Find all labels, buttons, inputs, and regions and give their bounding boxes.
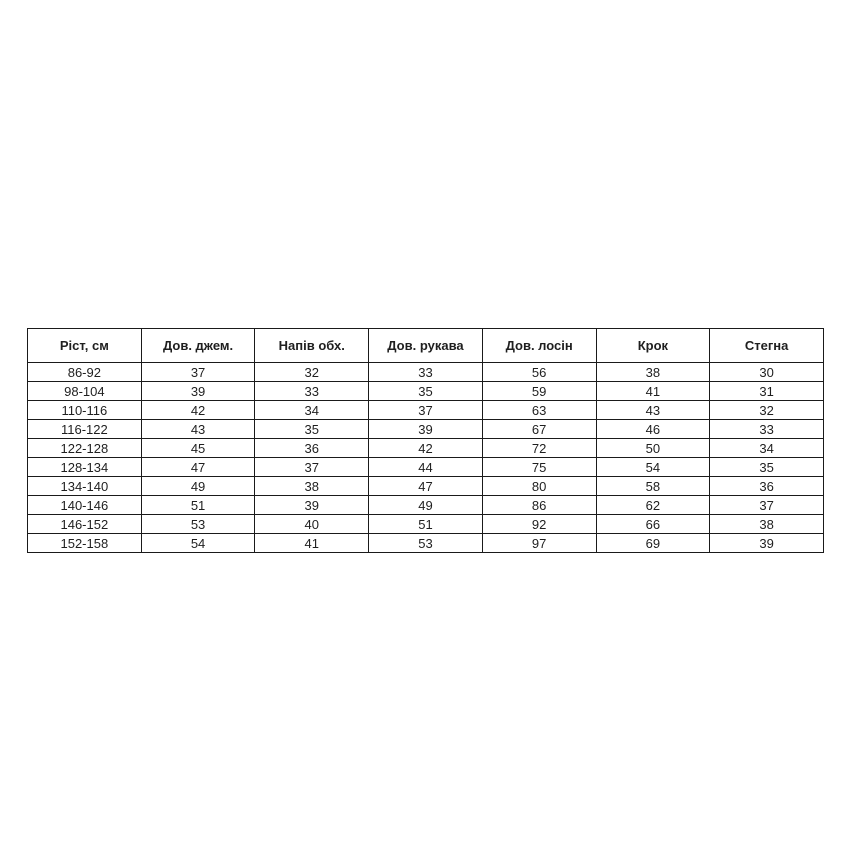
measurement-cell: 66 [596, 515, 710, 534]
measurement-cell: 63 [482, 401, 596, 420]
table-row [28, 420, 824, 439]
measurement-cell: 72 [482, 439, 596, 458]
table-row [28, 382, 824, 401]
measurement-cell: 33 [369, 363, 483, 382]
row-height-range-cell: 98-104 [28, 382, 142, 401]
measurement-cell: 67 [482, 420, 596, 439]
measurement-cell: 49 [141, 477, 255, 496]
size-chart-header [28, 329, 824, 363]
measurement-cell: 38 [596, 363, 710, 382]
measurement-cell: 51 [369, 515, 483, 534]
table-row [28, 534, 824, 553]
measurement-cell: 50 [596, 439, 710, 458]
measurement-cell: 32 [710, 401, 824, 420]
table-row [28, 363, 824, 382]
measurement-cell: 43 [596, 401, 710, 420]
measurement-cell: 41 [255, 534, 369, 553]
size-chart-table [27, 328, 824, 553]
measurement-cell: 33 [255, 382, 369, 401]
measurement-cell: 41 [596, 382, 710, 401]
measurement-cell: 47 [141, 458, 255, 477]
measurement-cell: 35 [710, 458, 824, 477]
measurement-cell: 39 [710, 534, 824, 553]
column-header: Ріст, см [28, 329, 142, 363]
measurement-cell: 33 [710, 420, 824, 439]
measurement-cell: 32 [255, 363, 369, 382]
measurement-cell: 47 [369, 477, 483, 496]
measurement-cell: 34 [710, 439, 824, 458]
measurement-cell: 36 [255, 439, 369, 458]
column-header: Напів обх. [255, 329, 369, 363]
measurement-cell: 59 [482, 382, 596, 401]
row-height-range-cell: 86-92 [28, 363, 142, 382]
column-header: Дов. джем. [141, 329, 255, 363]
measurement-cell: 31 [710, 382, 824, 401]
row-height-range-cell: 140-146 [28, 496, 142, 515]
table-row [28, 496, 824, 515]
column-header: Крок [596, 329, 710, 363]
table-row [28, 401, 824, 420]
size-chart-body [28, 363, 824, 553]
measurement-cell: 36 [710, 477, 824, 496]
row-height-range-cell: 134-140 [28, 477, 142, 496]
measurement-cell: 42 [141, 401, 255, 420]
measurement-cell: 80 [482, 477, 596, 496]
measurement-cell: 53 [141, 515, 255, 534]
measurement-cell: 46 [596, 420, 710, 439]
measurement-cell: 43 [141, 420, 255, 439]
measurement-cell: 42 [369, 439, 483, 458]
column-header: Дов. рукава [369, 329, 483, 363]
measurement-cell: 62 [596, 496, 710, 515]
measurement-cell: 37 [710, 496, 824, 515]
row-height-range-cell: 152-158 [28, 534, 142, 553]
table-row [28, 477, 824, 496]
measurement-cell: 53 [369, 534, 483, 553]
table-row [28, 515, 824, 534]
row-height-range-cell: 116-122 [28, 420, 142, 439]
measurement-cell: 86 [482, 496, 596, 515]
row-height-range-cell: 110-116 [28, 401, 142, 420]
measurement-cell: 54 [596, 458, 710, 477]
measurement-cell: 92 [482, 515, 596, 534]
measurement-cell: 40 [255, 515, 369, 534]
row-height-range-cell: 122-128 [28, 439, 142, 458]
measurement-cell: 35 [369, 382, 483, 401]
measurement-cell: 69 [596, 534, 710, 553]
measurement-cell: 97 [482, 534, 596, 553]
table-row [28, 439, 824, 458]
measurement-cell: 39 [255, 496, 369, 515]
measurement-cell: 58 [596, 477, 710, 496]
measurement-cell: 75 [482, 458, 596, 477]
measurement-cell: 34 [255, 401, 369, 420]
measurement-cell: 30 [710, 363, 824, 382]
measurement-cell: 37 [255, 458, 369, 477]
table-row [28, 458, 824, 477]
measurement-cell: 54 [141, 534, 255, 553]
measurement-cell: 44 [369, 458, 483, 477]
measurement-cell: 35 [255, 420, 369, 439]
measurement-cell: 37 [369, 401, 483, 420]
column-header: Стегна [710, 329, 824, 363]
measurement-cell: 38 [710, 515, 824, 534]
measurement-cell: 38 [255, 477, 369, 496]
row-height-range-cell: 146-152 [28, 515, 142, 534]
row-height-range-cell: 128-134 [28, 458, 142, 477]
measurement-cell: 51 [141, 496, 255, 515]
measurement-cell: 56 [482, 363, 596, 382]
measurement-cell: 49 [369, 496, 483, 515]
header-row [28, 329, 824, 363]
measurement-cell: 37 [141, 363, 255, 382]
measurement-cell: 39 [369, 420, 483, 439]
measurement-cell: 39 [141, 382, 255, 401]
measurement-cell: 45 [141, 439, 255, 458]
column-header: Дов. лосін [482, 329, 596, 363]
